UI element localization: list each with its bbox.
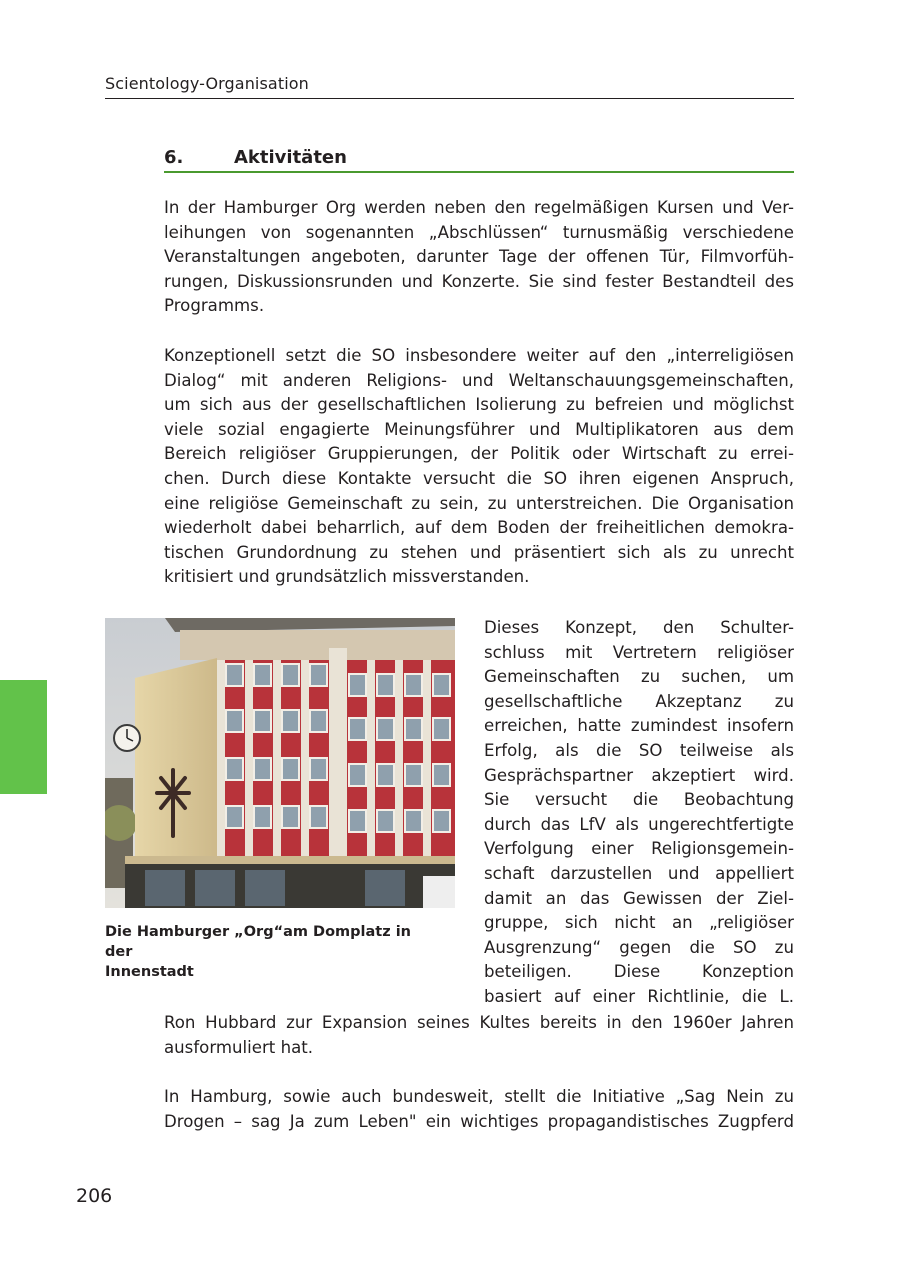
text-line: Veranstaltungen angeboten, darunter Tage der offenen Tür, Filmvorfüh- bbox=[164, 247, 794, 267]
text-line: viele sozial engagierte Meinungsführer und Multiplikatoren aus dem bbox=[164, 419, 794, 439]
text-line: kritisiert und grundsätzlich missverstanden. bbox=[164, 567, 530, 587]
text-line: durch das LfV als ungerechtfertigte bbox=[484, 814, 794, 834]
text-line: In der Hamburger Org werden neben den regelmäßigen Kursen und Ver- bbox=[164, 198, 794, 217]
caption-line: Die Hamburger „Org“am Domplatz in der bbox=[105, 924, 411, 960]
text-line: schluss mit Vertretern religiöser bbox=[484, 642, 794, 662]
text-line: beteiligen. Diese Konzeption bbox=[484, 962, 794, 982]
text-line: rungen, Diskussionsrunden und Konzerte. Sie sind fester Bestandteil des bbox=[164, 271, 794, 291]
paragraph-concept-continued bbox=[164, 1011, 794, 1060]
text-line: um sich aus der gesellschaftlichen Isolierung zu befreien und möglichst bbox=[164, 395, 794, 415]
text-line: damit an das Gewissen der Ziel- bbox=[484, 888, 794, 908]
text-line: Sie versucht die Beobachtung bbox=[484, 790, 794, 810]
text-line: Gesprächspartner akzeptiert wird. bbox=[484, 765, 794, 785]
text-line: Ron Hubbard zur Expansion seines Kultes bereits in den 1960er Jahren bbox=[164, 1013, 794, 1032]
org-building-illustration bbox=[105, 618, 455, 908]
paragraph-concept bbox=[484, 616, 794, 1010]
text-line: Programms. bbox=[164, 296, 265, 316]
running-head bbox=[105, 74, 794, 99]
text-line: Dieses Konzept, den Schulter- bbox=[484, 618, 794, 637]
section-title: Aktivitäten bbox=[234, 147, 347, 168]
building-photo bbox=[105, 618, 455, 908]
text-line: Ausgrenzung“ gegen die SO zu bbox=[484, 937, 794, 957]
figure-caption bbox=[105, 922, 435, 982]
text-line: gesellschaftliche Akzeptanz zu bbox=[484, 691, 794, 711]
text-line: erreichen, hatte zumindest insofern bbox=[484, 716, 794, 736]
paragraph-drug-initiative bbox=[164, 1085, 794, 1134]
text-line: leihungen von sogenannten „Abschlüssen“ turnusmäßig verschiedene bbox=[164, 222, 794, 242]
text-line: Dialog“ mit anderen Religions- und Weltanschauungsgemeinschaften, bbox=[164, 370, 794, 390]
text-line: eine religiöse Gemeinschaft zu sein, zu unterstreichen. Die Organisation bbox=[164, 493, 794, 513]
text-line: chen. Durch diese Kontakte versucht die SO ihren eigenen Anspruch, bbox=[164, 468, 794, 488]
text-line: Drogen – sag Ja zum Leben" ein wichtiges propagandistisches Zugpferd bbox=[164, 1111, 794, 1131]
chapter-tab-marker bbox=[0, 680, 47, 794]
text-line: wiederholt dabei beharrlich, auf dem Boden der freiheitlichen demokra- bbox=[164, 518, 794, 538]
section-heading bbox=[164, 146, 794, 173]
text-line: Erfolg, als die SO teilweise als bbox=[484, 740, 794, 760]
paragraph-activities bbox=[164, 196, 794, 319]
text-line: tischen Grundordnung zu stehen und präsentiert sich als zu unrecht bbox=[164, 542, 794, 562]
text-line: Bereich religiöser Gruppierungen, der Politik oder Wirtschaft zu errei- bbox=[164, 444, 794, 464]
running-title: Scientology-Organisation bbox=[105, 74, 309, 93]
text-line: Gemeinschaften zu suchen, um bbox=[484, 667, 794, 687]
text-line: basiert auf einer Richtlinie, die L. bbox=[484, 986, 794, 1006]
page-number: 206 bbox=[76, 1185, 113, 1207]
text-line: In Hamburg, sowie auch bundesweit, stellt die Initiative „Sag Nein zu bbox=[164, 1087, 794, 1106]
text-line: Konzeptionell setzt die SO insbesondere weiter auf den „interreligiösen bbox=[164, 346, 794, 365]
paragraph-interreligious-dialog bbox=[164, 344, 794, 590]
text-line: ausformuliert hat. bbox=[164, 1037, 314, 1057]
text-line: gruppe, sich nicht an „religiöser bbox=[484, 913, 794, 933]
text-line: Verfolgung einer Religionsgemein- bbox=[484, 839, 794, 859]
section-number: 6. bbox=[164, 147, 184, 168]
text-line: schaft darzustellen und appelliert bbox=[484, 863, 794, 883]
caption-line: Innenstadt bbox=[105, 964, 194, 980]
